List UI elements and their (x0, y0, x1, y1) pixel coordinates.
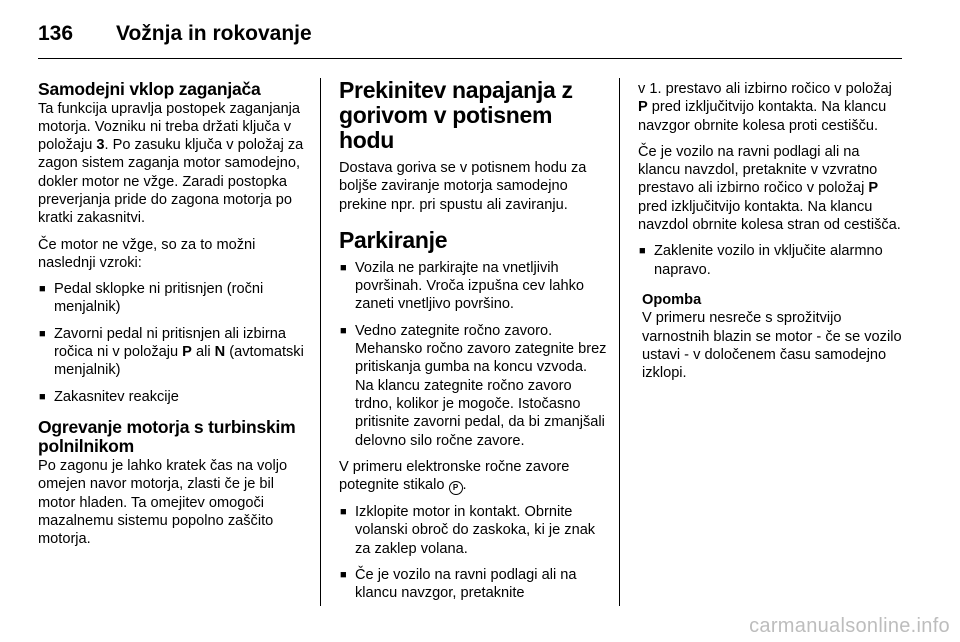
column-3 (638, 80, 902, 382)
bullet-icon: ■ (39, 390, 46, 403)
page-header (38, 14, 312, 54)
parking-brake-switch-icon: P (449, 481, 463, 495)
column-divider-1 (320, 78, 321, 606)
heading-turbo: Ogrevanje motorja s turbinskim polnilnikom (38, 416, 296, 457)
bullet-icon: ■ (39, 283, 46, 296)
heading-autostart: Samodejni vklop zaganjača (38, 79, 261, 99)
bullet-icon: ■ (340, 324, 347, 337)
list-item: ■ Če je vozilo na ravni podlagi ali na klancu navzgor, pretaknite (340, 567, 577, 602)
list-item: ■ Izklopite motor in kontakt. Obrnite volanski obroč do zaskoka, ki je znak za zaklep volana. (340, 504, 596, 557)
bullet-icon: ■ (39, 327, 46, 340)
reasons-list (38, 280, 306, 406)
header-rule (38, 58, 902, 59)
paragraph-electronic-brake: V primeru elektronske ročne zavore potegnite stikalo P . (339, 458, 570, 494)
page-number: 136 (38, 22, 74, 45)
parking-list-cont (339, 503, 607, 602)
list-item: ■ Zaklenite vozilo in vključite alarmno napravo. (639, 243, 883, 278)
bullet-icon: ■ (639, 245, 646, 258)
parking-list-end (638, 242, 902, 279)
paragraph-turbo: Po zagonu je lahko kratek čas na voljo omejen navor motorja, zlasti če je bil motor hladen. Ta omejitev omogoči mazalnemu sistemu popolno zaščito motorja. (38, 457, 288, 548)
list-item: ■ Vedno zategnite ročno zavoro. Mehansko ročno zavoro zategnite brez pritiskanja gumba na koncu vzvoda. Na klancu zategnite ročno zavoro trdno, kolikor je mogoče. Istočasno pritisnite zavorni pedal, da bi zmanjšali delovno silo ročne zavore. (340, 322, 607, 449)
bullet-icon: ■ (340, 506, 347, 519)
paragraph-autostart: Ta funkcija upravlja postopek zaganjanja motorja. Vozniku ni treba držati ključa v položaju 3. Po zasuku ključa v položaj za zagon sistem zaganja motor samodejno, dokler motor ne vžge. Zaradi postopka preverjanja pride do zagona motorja po kratki zakasnitvi. (38, 100, 304, 227)
list-item: ■ Vozila ne parkirajte na vnetljivih površinah. Vroča izpušna cev lahko zaneti vnetljivo površino. (340, 259, 585, 313)
key-position-3: 3 (96, 137, 105, 154)
note-block (642, 291, 902, 382)
bullet-icon: ■ (340, 261, 347, 274)
note-text: V primeru nesreče s sprožitvijo varnostnih blazin se motor - če se vozilo ustavi - v določenem času samodejno izklopi. (642, 310, 902, 382)
chapter-title: Vožnja in rokovanje (116, 22, 312, 45)
list-item: ■ Pedal sklopke ni pritisnjen (ročni menjalnik) (39, 281, 264, 316)
column-2 (339, 78, 607, 611)
parking-list (339, 259, 607, 450)
paragraph-downhill: Če je vozilo na ravni podlagi ali na klancu navzdol, pretaknite v vzvratno prestavo ali izbirno ročico v položaj P pred izključitvijo kontakta. Na klancu navzdol obrnite kolesa stran od cestišča. (638, 143, 901, 234)
column-divider-2 (619, 78, 620, 606)
paragraph-fuel-cutoff: Dostava goriva se v potisnem hodu za boljše zaviranje motorja samodejno prekine npr. pri spustu ali zaviranju. (339, 160, 587, 213)
paragraph-reasons: Če motor ne vžge, so za to možni naslednji vzroki: (38, 236, 256, 271)
column-1 (38, 80, 306, 556)
paragraph-continuation: v 1. prestavo ali izbirno ročico v položaj P pred izključitvijo kontakta. Na klancu navzgor obrnite kolesa proti cestišču. (638, 81, 892, 134)
heading-fuel-cutoff: Prekinitev napajanja z gorivom v potisnem hodu (339, 77, 573, 153)
watermark: carmanualsonline.info (749, 615, 950, 637)
list-item: ■ Zakasnitev reakcije (39, 388, 179, 405)
bullet-icon: ■ (340, 569, 347, 582)
list-item: ■ Zavorni pedal ni pritisnjen ali izbirna ročica ni v položaju P ali N (avtomatski menjalnik) (39, 325, 304, 379)
note-heading: Opomba (642, 291, 702, 308)
heading-parking: Parkiranje (339, 226, 448, 253)
